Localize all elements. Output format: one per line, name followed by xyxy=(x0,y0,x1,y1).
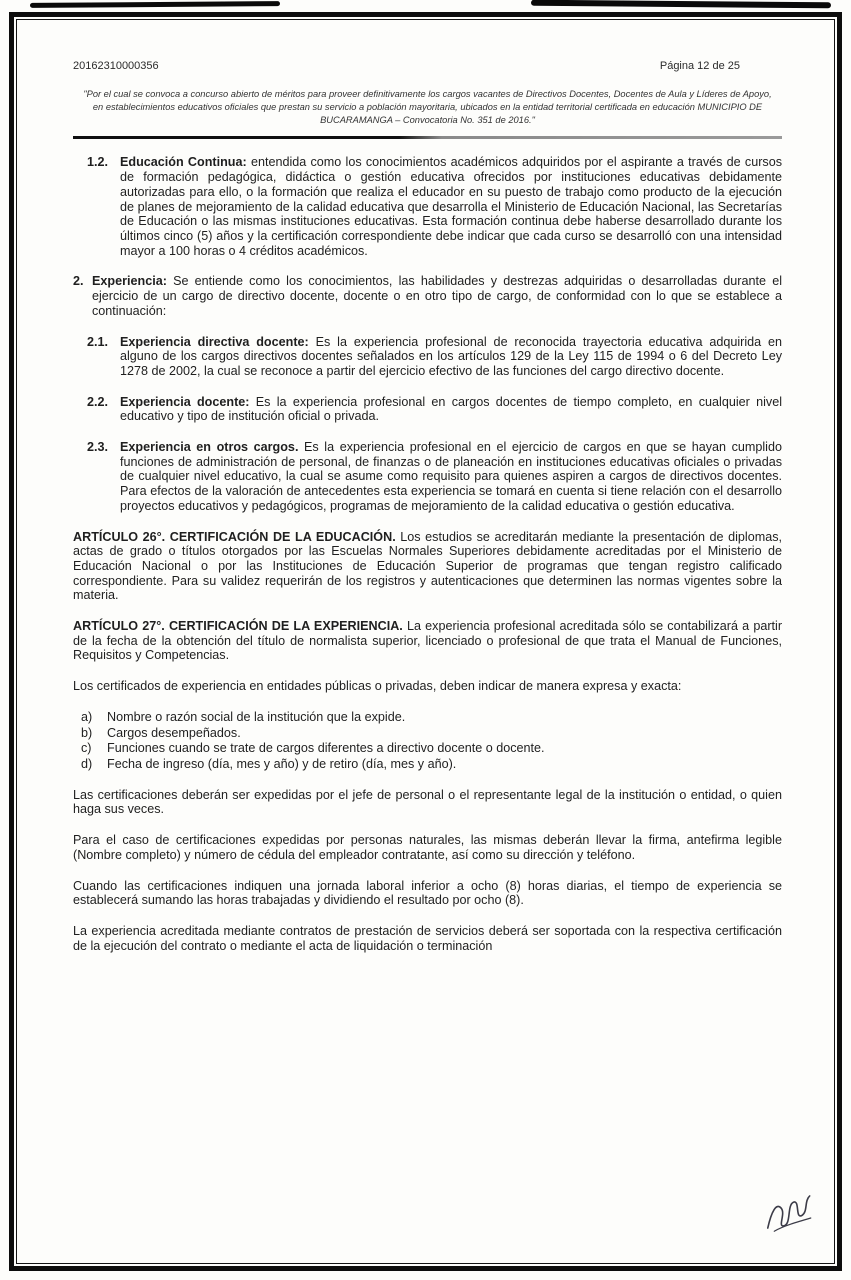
item-text: Fecha de ingreso (día, mes y año) y de retiro (día, mes y año). xyxy=(107,756,457,771)
item-lead: Experiencia directiva docente: xyxy=(120,334,309,349)
item-letter: d) xyxy=(81,756,93,771)
item-body-text: Es la experiencia profesional de reconocida trayectoria educativa adquirida en alguno de los cargos directivos docentes señalados en los artículos 129 de la Ley 115 de 1994 o 6 del Decreto Ley 1278 de 2002, la cual se reconoce a partir del ejercicio efectivo de las funciones del cargo directivo docente. xyxy=(120,334,783,378)
item-number: 2. xyxy=(73,274,84,289)
paragraph-jornada: Cuando las certificaciones indiquen una jornada laboral inferior a ocho (8) horas diarias, el tiempo de experiencia se establecerá sumando las horas trabajadas y dividiendo el resultado por ocho (8). xyxy=(73,878,782,908)
articulo-27-heading: ARTÍCULO 27°. CERTIFICACIÓN DE LA EXPERIENCIA. xyxy=(73,619,403,634)
articulo-26 xyxy=(73,530,782,604)
item-number: 2.2. xyxy=(87,394,109,409)
item-lead: Experiencia en otros cargos. xyxy=(120,440,299,455)
item-lead: Educación Continua: xyxy=(120,155,247,170)
scan-artifact xyxy=(30,1,280,8)
item-lead: Experiencia: xyxy=(92,274,167,289)
paragraph-expedidas: Las certificaciones deberán ser expedidas por el jefe de personal o el representante legal de la institución o entidad, o quien haga sus veces. xyxy=(73,787,782,817)
articulo-27-text: La experiencia profesional acreditada sólo se contabilizará a partir de la fecha de la obtención del título de normalista superior, licenciado o profesional de que trata el Manual de Funciones, Requisitos y Competencias. xyxy=(73,619,783,663)
page-border-inner xyxy=(16,19,835,1264)
item-number: 2.1. xyxy=(87,334,109,349)
lettered-item-c xyxy=(81,741,782,756)
item-text: Cargos desempeñados. xyxy=(107,725,241,740)
item-letter: a) xyxy=(81,709,93,724)
divider-line xyxy=(73,136,782,139)
item-body-text: Se entiende como los conocimientos, las habilidades y destrezas adquiridas o desarrolladas durante el ejercicio de un cargo de directivo docente, docente o en otro tipo de cargo, de conformidad con lo que se establece a continuación: xyxy=(92,274,782,318)
page-header xyxy=(73,60,782,72)
list-item-2-1 xyxy=(87,335,782,379)
item-text-block xyxy=(120,395,782,424)
item-body-text: Es la experiencia profesional en el ejercicio de cargos en que se hayan cumplido funciones de administración de personal, de finanzas o de planeación en instituciones educativas oficiales o privadas de cualquier nivel educativo, la cual se asume como requisito para quienes aspiren a cargos de directivos docentes. Para efectos de la valoración de antecedentes esta experiencia se tomará en cuenta si tiene relación con el desarrollo proyectos educativos y pedagógicos, programas de mejoramiento de la calidad educativa o gestión educativa. xyxy=(120,440,782,513)
paragraph-contratos: La experiencia acreditada mediante contratos de prestación de servicios deberá ser soportada con la respectiva certificación de la ejecución del contrato o mediante el acta de liquidación o terminación xyxy=(73,923,782,953)
item-letter: c) xyxy=(81,741,92,756)
paragraph-certificados: Los certificados de experiencia en entidades públicas o privadas, deben indicar de manera expresa y exacta: xyxy=(73,679,682,694)
lettered-item-d xyxy=(81,757,782,772)
paragraph-naturales: Para el caso de certificaciones expedidas por personas naturales, las mismas deberán llevar la firma, antefirma legible (Nombre completo) y número de cédula del empleador contratante, así como su dirección y teléfono. xyxy=(73,833,782,862)
item-text-block xyxy=(120,335,782,379)
scan-artifact xyxy=(531,0,831,8)
preamble-text: "Por el cual se convoca a concurso abierto de méritos para proveer definitivamente los cargos vacantes de Directivos Docentes, Docentes de Aula y Líderes de Apoyo, en establecimientos educativos oficiales que prestan su servicio a población mayoritaria, ubicados en la entidad territorial certificada en educación MUNICIPIO DE BUCARAMANGA – Convocatoria No. 351 de 2016." xyxy=(83,89,772,125)
item-text-block xyxy=(92,274,782,318)
lettered-item-a xyxy=(81,710,782,725)
doc-number: 20162310000356 xyxy=(73,60,159,72)
lettered-item-b xyxy=(81,726,782,741)
articulo-26-text: Los estudios se acreditarán mediante la presentación de diplomas, actas de grado o títulos otorgados por las Escuelas Normales Superiores debidamente acreditadas por el Ministerio de Educación Nacional o por las Instituciones de Educación Superior de programas que tengan registro calificado correspondiente. Para su validez requerirán de los registros y autenticaciones que determinen las normas vigentes sobre la materia. xyxy=(73,529,783,603)
articulo-26-heading: ARTÍCULO 26°. CERTIFICACIÓN DE LA EDUCACIÓN. xyxy=(73,529,396,544)
page-number: Página 12 de 25 xyxy=(659,60,740,72)
item-text-block xyxy=(120,155,782,258)
list-item-2-2 xyxy=(87,395,782,424)
lettered-list xyxy=(81,710,782,772)
signature-mark xyxy=(759,1187,819,1240)
page-border-outer xyxy=(9,12,842,1271)
item-text-block xyxy=(120,440,782,514)
list-item-1-2 xyxy=(87,155,782,258)
item-body-text: Es la experiencia profesional en cargos docentes de tiempo completo, en cualquier nivel educativo y tipo de institución oficial o privada. xyxy=(120,394,783,424)
item-text: Funciones cuando se trate de cargos diferentes a directivo docente o docente. xyxy=(107,741,545,756)
articulo-27 xyxy=(73,619,782,663)
item-text: Nombre o razón social de la institución que la expide. xyxy=(107,709,406,724)
item-body-text: entendida como los conocimientos académicos adquiridos por el aspirante a través de cursos de formación pedagógica, didáctica o gestión educativa ofrecidos por instituciones educativas debidamente autorizadas para ello, o la formación que realiza el educador en su puesto de trabajo como producto de la ejecución de planes de mejoramiento de la calidad educativa que desarrolla el Ministerio de Educación Nacional, las Secretarías de Educación o las mismas instituciones educativas. Esta formación continua debe haberse desarrollado durante los últimos cinco (5) años y la certificación correspondiente debe indicar que cada curso se desarrolló con una intensidad mayor a 100 horas o 4 créditos académicos. xyxy=(120,155,783,258)
item-number: 2.3. xyxy=(87,440,109,455)
list-item-2 xyxy=(73,274,782,318)
list-item-2-3 xyxy=(87,440,782,514)
item-letter: b) xyxy=(81,725,93,740)
item-number: 1.2. xyxy=(87,155,109,170)
item-lead: Experiencia docente: xyxy=(120,394,250,409)
